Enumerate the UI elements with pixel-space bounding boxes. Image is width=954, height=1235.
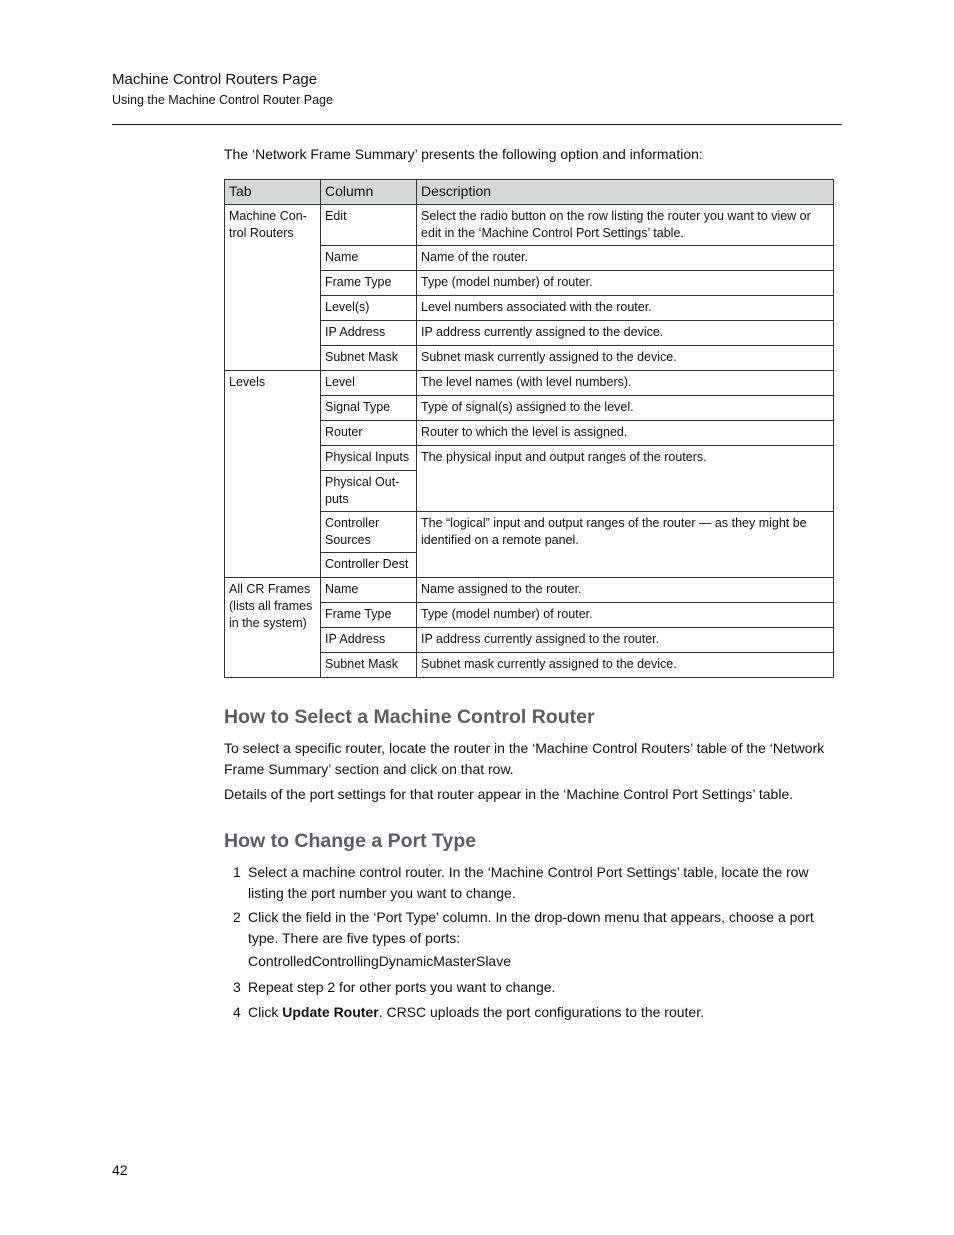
step-text [248,1002,844,1023]
table-row [225,578,834,603]
description-cell: Name of the router. [417,246,834,271]
step-item [233,907,843,949]
column-cell: IP Address [321,628,417,653]
column-cell: Physical Out-puts [321,471,417,512]
description-cell: Select the radio button on the row listing the router you want to view or edit in the ‘Machine Control Port Settings’ table. [417,205,834,246]
description-cell: The “logical” input and output ranges of the router — as they might be identified on a remote panel. [417,512,834,578]
step-text: Repeat step 2 for other ports you want to change. [248,979,556,995]
header-description: Description [417,180,834,205]
step-text: Click the field in the ‘Port Type’ column. In the drop-down menu that appears, choose a port type. There are five types of ports: [248,909,814,946]
column-cell: Name [321,578,417,603]
step-text: Select a machine control router. In the ‘Machine Control Port Settings’ table, locate the row listing the port number you want to change. [248,864,809,901]
description-cell: IP address currently assigned to the device. [417,321,834,346]
column-cell: Name [321,246,417,271]
column-cell: Controller Sources [321,512,417,553]
description-cell: Name assigned to the router. [417,578,834,603]
column-cell: Subnet Mask [321,653,417,678]
column-cell: Subnet Mask [321,346,417,371]
port-types-list: ControlledControllingDynamicMasterSlave [248,953,511,969]
step-text-pre: Click [248,1004,283,1020]
step-item [233,977,843,998]
table-row [225,205,834,246]
section-heading-change-port-type: How to Change a Port Type [224,830,477,852]
column-cell: Level(s) [321,296,417,321]
column-cell: Router [321,421,417,446]
step-number: 3 [233,979,241,995]
step-number: 1 [233,864,241,880]
description-cell: The level names (with level numbers). [417,371,834,396]
update-router-label: Update Router [282,1004,379,1020]
column-cell: Signal Type [321,396,417,421]
step-item [233,862,843,904]
description-cell: Router to which the level is assigned. [417,421,834,446]
tab-cell-machine-control-routers: Machine Con-trol Routers [225,205,321,371]
select-router-paragraph-1: To select a specific router, locate the router in the ‘Machine Control Routers’ table of the ‘Network Frame Summary’ section and click on that row. [224,740,825,777]
page-number: 42 [112,1162,128,1178]
column-cell: Edit [321,205,417,246]
table-row [225,371,834,396]
step-text-post: . CRSC uploads the port configurations to the router. [378,1004,704,1020]
header-divider [112,124,842,125]
step-number: 2 [233,909,241,925]
network-frame-summary-table [224,179,834,678]
running-header-title: Machine Control Routers Page [112,71,318,88]
select-router-paragraph-2: Details of the port settings for that router appear in the ‘Machine Control Port Settings’ table. [224,786,794,802]
tab-cell-all-cr-frames: All CR Frames (lists all frames in the system) [225,578,321,678]
description-cell: Subnet mask currently assigned to the device. [417,653,834,678]
header-column: Column [321,180,417,205]
step-number: 4 [233,1004,241,1020]
section-heading-select-router: How to Select a Machine Control Router [224,706,595,728]
column-cell: Level [321,371,417,396]
header-tab: Tab [225,180,321,205]
column-cell: Physical Inputs [321,446,417,471]
column-cell: Controller Dest [321,553,417,578]
description-cell: IP address currently assigned to the router. [417,628,834,653]
column-cell: Frame Type [321,271,417,296]
description-cell: Level numbers associated with the router. [417,296,834,321]
running-header-subtitle: Using the Machine Control Router Page [112,93,333,107]
description-cell: The physical input and output ranges of the routers. [417,446,834,512]
column-cell: Frame Type [321,603,417,628]
description-cell: Subnet mask currently assigned to the device. [417,346,834,371]
description-cell: Type (model number) of router. [417,603,834,628]
tab-cell-levels: Levels [225,371,321,578]
intro-paragraph: The ‘Network Frame Summary’ presents the following option and information: [224,146,703,162]
description-cell: Type of signal(s) assigned to the level. [417,396,834,421]
column-cell: IP Address [321,321,417,346]
description-cell: Type (model number) of router. [417,271,834,296]
step-item [233,1002,843,1023]
table-header-row [225,180,834,205]
